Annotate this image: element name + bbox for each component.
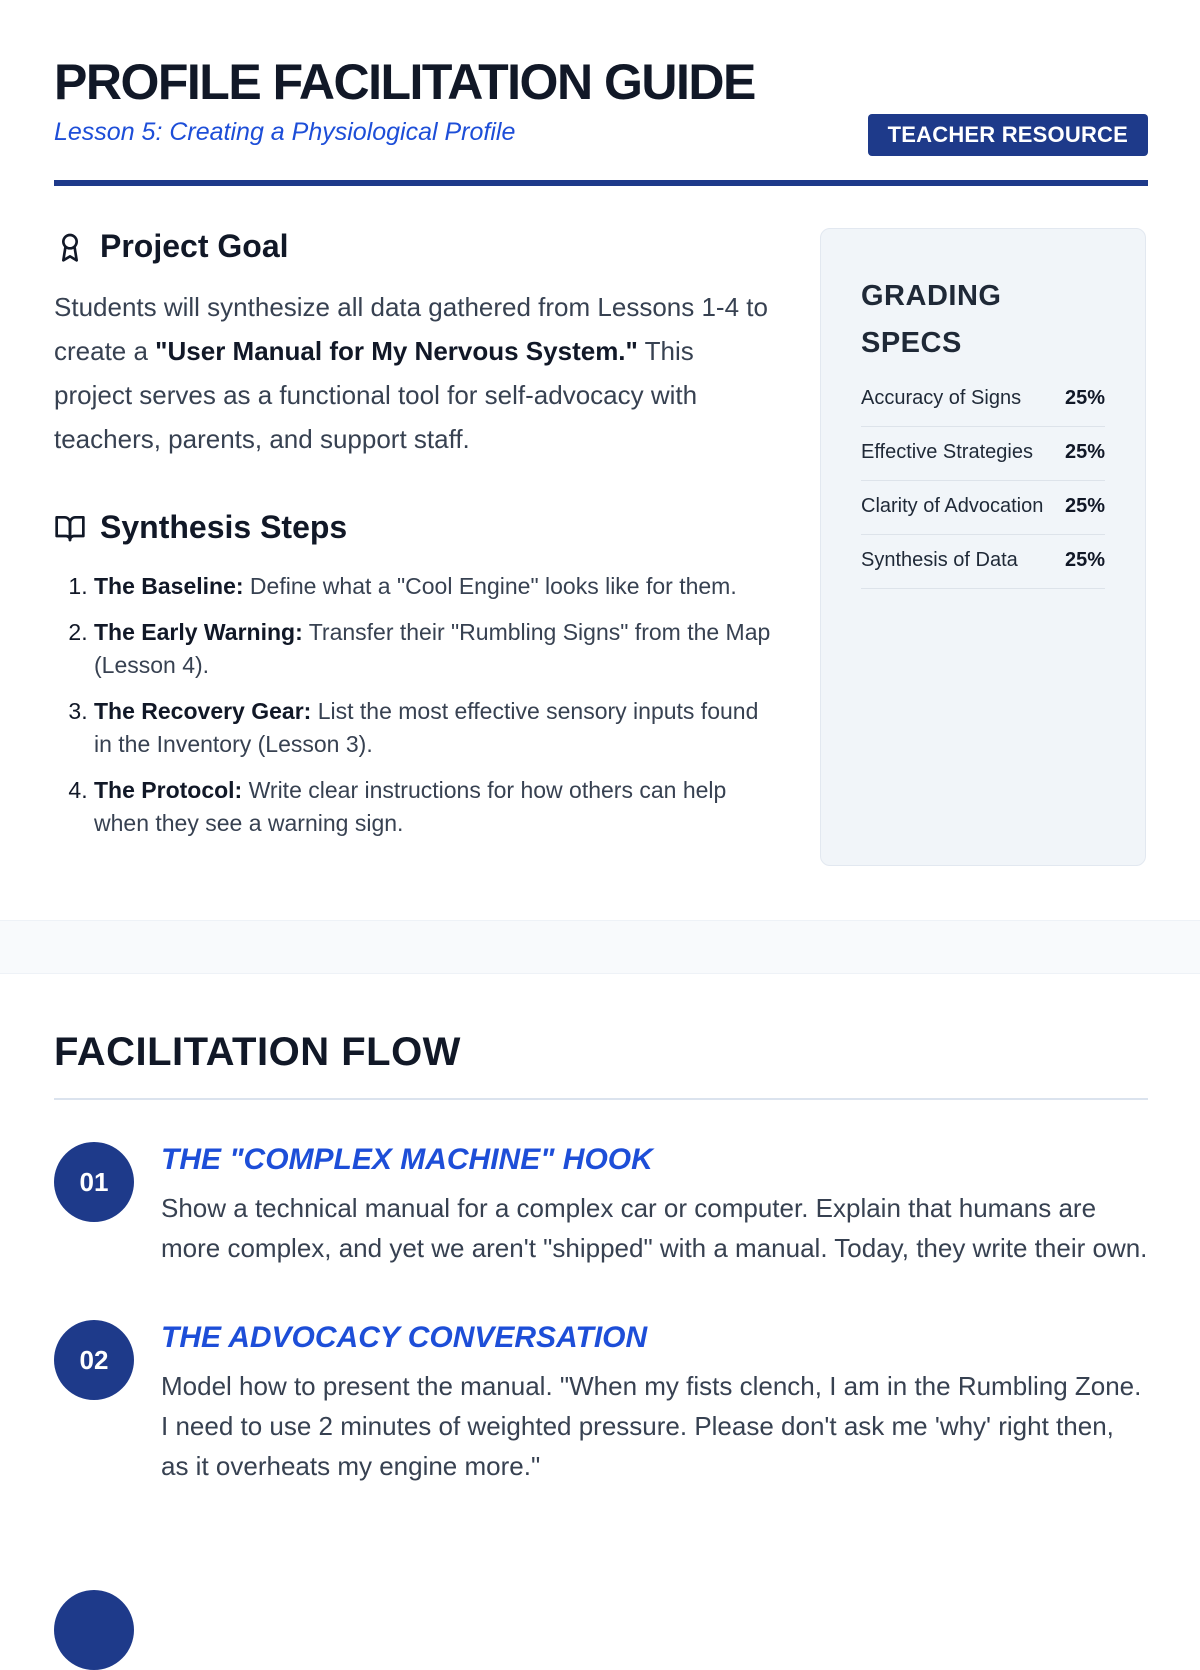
step-label: The Baseline: — [94, 573, 244, 599]
goal-text-part: Students will synthesize all data gathered from Lessons 1-4 to create a — [54, 292, 768, 366]
flow-step — [54, 1318, 1148, 1486]
step-number-badge-partial — [54, 1590, 134, 1670]
grading-row — [861, 535, 1105, 589]
grading-label: Accuracy of Signs — [861, 387, 1022, 409]
facilitation-flow-section — [54, 1026, 1148, 1486]
goal-text-part: This project serves as a functional tool for self-advocacy with teachers, parents, and support staff. — [54, 336, 698, 454]
flow-step-text: Show a technical manual for a complex car or computer. Explain that humans are more complex, and yet we aren't "shipped" with a manual. Today, they write their own. — [161, 1193, 1148, 1263]
grading-row — [861, 427, 1105, 481]
step-label: The Recovery Gear: — [94, 698, 312, 724]
step-text: Write clear instructions for how others can help when they see a warning sign. — [94, 777, 727, 836]
grading-specs-title: GRADING SPECS — [861, 280, 1002, 359]
grading-value: 25% — [1064, 387, 1105, 409]
grading-label: Effective Strategies — [861, 441, 1033, 463]
step-label: The Early Warning: — [94, 619, 303, 645]
step-label: The Protocol: — [94, 777, 243, 803]
facilitation-flow-title: FACILITATION FLOW — [54, 1030, 461, 1074]
grading-label: Clarity of Advocation — [861, 495, 1044, 517]
left-column — [54, 228, 774, 853]
flow-step-title: THE ADVOCACY CONVERSATION — [161, 1321, 648, 1354]
project-goal-heading — [54, 228, 774, 265]
step-text: Define what a "Cool Engine" looks like for them. — [243, 573, 737, 599]
section-separator-band — [0, 920, 1200, 974]
step-number-badge: 01 — [54, 1142, 134, 1222]
project-goal-text — [54, 285, 774, 461]
page-subtitle: Lesson 5: Creating a Physiological Profile — [54, 118, 516, 146]
grading-value: 25% — [1064, 441, 1105, 463]
facilitation-flow-divider — [54, 1098, 1148, 1100]
flow-step-text: Model how to present the manual. "When my fists clench, I am in the Rumbling Zone. I need to use 2 minutes of weighted pressure. Please don't ask me 'why' right then, as it overheats my engine more." — [161, 1371, 1142, 1481]
page-title: PROFILE FACILITATION GUIDE — [54, 54, 755, 110]
step-text: Transfer their "Rumbling Signs" from the Map (Lesson 4). — [94, 619, 771, 678]
list-item — [94, 695, 774, 761]
step-number-badge: 02 — [54, 1320, 134, 1400]
flow-step — [54, 1140, 1148, 1268]
goal-text-bold: "User Manual for My Nervous System." — [155, 336, 638, 366]
grading-value: 25% — [1064, 495, 1105, 517]
grading-row — [861, 373, 1105, 427]
synthesis-steps-title: Synthesis Steps — [100, 509, 348, 545]
synthesis-steps-list — [54, 570, 774, 840]
synthesis-steps-heading — [54, 509, 774, 546]
grading-specs-panel — [820, 228, 1146, 866]
list-item — [94, 616, 774, 682]
grading-row — [861, 481, 1105, 535]
project-goal-title: Project Goal — [100, 228, 289, 264]
list-item — [94, 570, 774, 603]
book-open-icon — [54, 512, 86, 544]
page-header — [54, 50, 1148, 147]
teacher-resource-badge: TEACHER RESOURCE — [868, 114, 1148, 156]
header-divider — [54, 180, 1148, 186]
step-text: List the most effective sensory inputs found in the Inventory (Lesson 3). — [94, 698, 759, 757]
list-item — [94, 774, 774, 840]
grading-label: Synthesis of Data — [861, 549, 1018, 571]
award-icon — [54, 231, 86, 263]
grading-value: 25% — [1064, 549, 1105, 571]
flow-step-title: THE "COMPLEX MACHINE" HOOK — [161, 1143, 653, 1176]
